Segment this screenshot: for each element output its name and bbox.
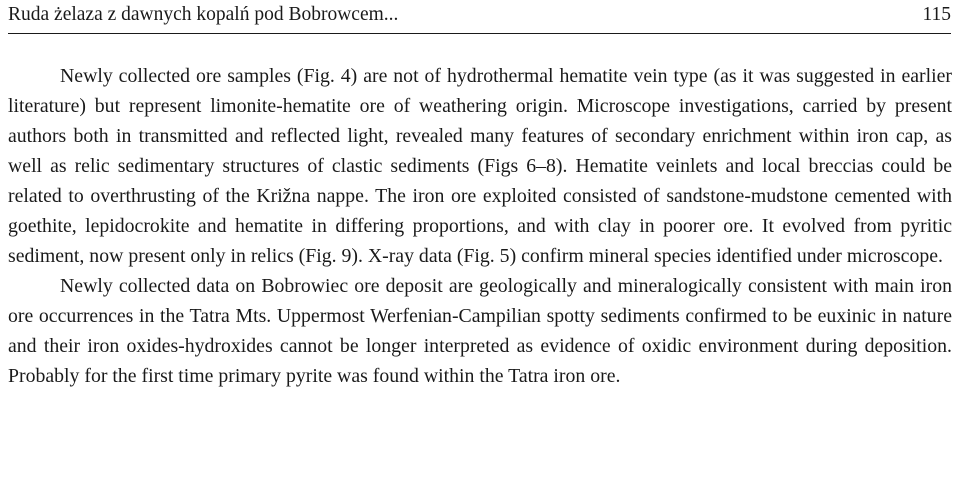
paragraph-2: Newly collected data on Bobrowiec ore deposit are geologically and mineralogically consistent with main iron ore occurrences in the Tatra Mts. Uppermost Werfenian-Campilian spotty sediments confirmed to be euxinic in nature and their iron oxides-hydroxides cannot be longer interpreted as evidence of oxidic environment during deposition. Probably for the first time primary pyrite was found within the Tatra iron ore.: [8, 275, 952, 387]
header-rule: [8, 33, 951, 34]
page-number: 115: [922, 4, 951, 25]
running-title: Ruda żelaza z dawnych kopalń pod Bobrowcem...: [8, 4, 399, 25]
paragraph-1: Newly collected ore samples (Fig. 4) are not of hydrothermal hematite vein type (as it was suggested in earlier literature) but represent limonite-hematite ore of weathering origin. Microscope investigations, carried by present authors both in transmitted and reflected light, revealed many features of secondary enrichment within iron cap, as well as relic sedimentary structures of clastic sediments (Figs 6–8). Hematite veinlets and local breccias could be related to overthrusting of the Križna nappe. The iron ore exploited consisted of sandstone-mudstone cemented with goethite, lepidocrokite and hematite in differing proportions, and with clay in poorer ore. It evolved from pyritic sediment, now present only in relics (Fig. 9). X-ray data (Fig. 5) confirm mineral species identified under microscope.: [8, 65, 952, 267]
body-text: [8, 61, 952, 391]
running-header: [8, 2, 951, 28]
